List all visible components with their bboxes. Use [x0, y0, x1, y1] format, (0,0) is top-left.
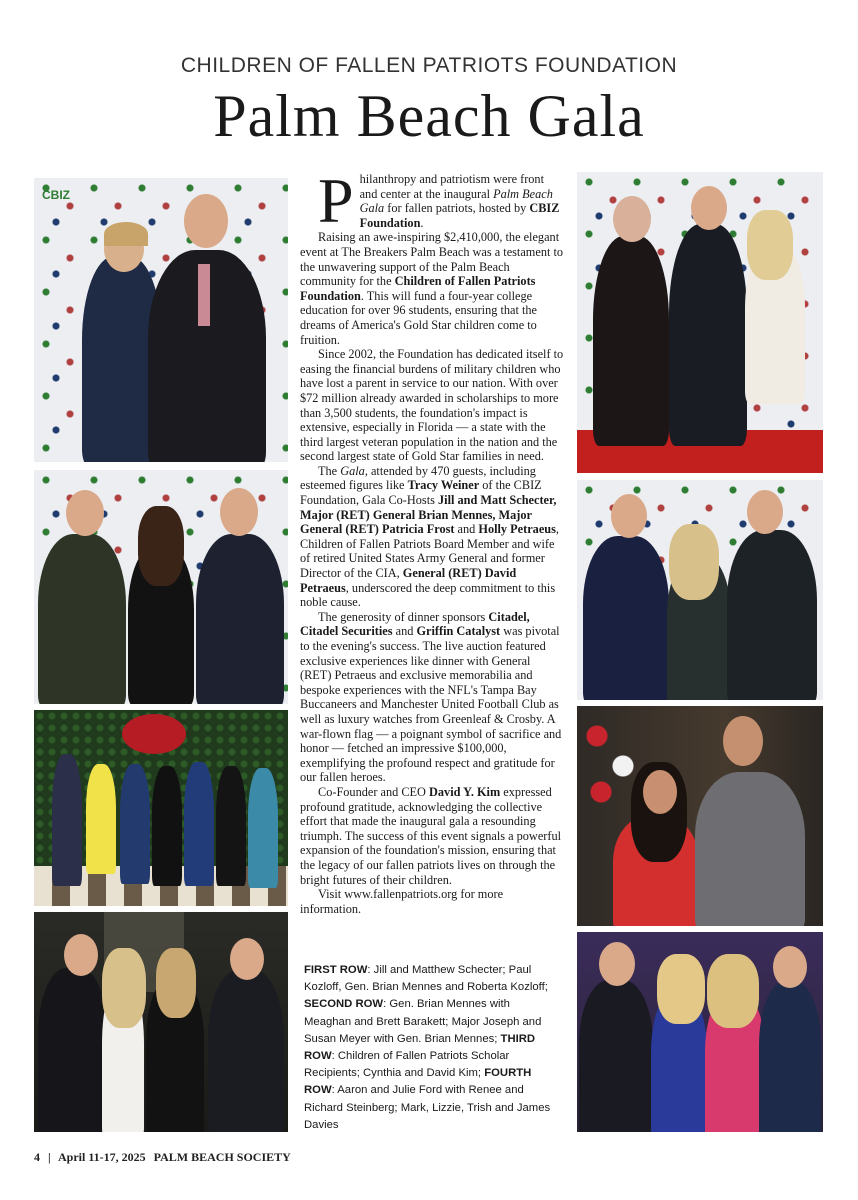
photo-mennes-barakett [34, 470, 288, 704]
photo-meyer-mennes [577, 480, 823, 700]
photo-schecter [34, 178, 288, 462]
page-number: 4 [34, 1150, 40, 1164]
drop-cap: P [318, 165, 354, 236]
page-footer [34, 1150, 296, 1165]
article-body [300, 165, 564, 916]
photo-captions: FIRST ROW: Jill and Matthew Schecter; Paul Kozloff, Gen. Brian Mennes and Roberta Kozloff; SECOND ROW: Gen. Brian Mennes with Meaghan and Brett Barakett; Major Joseph and Susan Meyer with Gen. Brian Mennes; THIRD ROW: Children of Fallen Patriots Scholar Recipients; Cynthia and David Kim; FOURTH ROW: Aaron and Julie Ford with Renee and Richard Steinberg; Mark, Lizzie, Trish and James Davies [304, 964, 551, 1131]
footer-separator: | [48, 1150, 51, 1164]
logo-cbiz: CBIZ [42, 188, 70, 202]
article-paragraph-4: The Gala, attended by 470 guests, including esteemed figures like Tracy Weiner of the CBIZ Foundation, Gala Co-Hosts Jill and Matt Schecter, Major (RET) General Brian Mennes, Major General (RET) Patricia Frost and Holly Petraeus, Children of Fallen Patriots Board Member and wife of retired United States Army General and former Director of the CIA, General (RET) David Petraeus, underscored the deep commitment to this noble cause. [300, 463, 559, 610]
section-kicker: CHILDREN OF FALLEN PATRIOTS FOUNDATION [180, 54, 678, 77]
issue-date: April 11-17, 2025 [58, 1150, 146, 1164]
article-paragraph-6: Co-Founder and CEO David Y. Kim expressed profound gratitude, acknowledging the collective effort that made the inaugural gala a resounding triumph. The success of this event signals a powerful expansion of the foundation's mission, ensuring that the legacy of our fallen patriots lives on through the bright futures of their children. [300, 784, 562, 887]
article-paragraph-2: Raising an awe-inspiring $2,410,000, the elegant event at The Breakers Palm Beach was a testament to the unwavering support of the Palm Beach community for the Children of Fallen Patriots Foundation. This will fund a four-year college education for over 96 students, ensuring that the dreams of America's Gold Star children come to fruition. [300, 230, 564, 347]
article-paragraph-1: Philanthropy and patriotism were front and center at the inaugural Palm Beach Gala for fallen patriots, hosted by CBIZ Foundation. [318, 165, 560, 236]
photo-ford-steinberg [34, 912, 288, 1132]
article-paragraph-7: Visit www.fallenpatriots.org for more information. [300, 887, 504, 916]
article-paragraph-5: The generosity of dinner sponsors Citadel, Citadel Securities and Griffin Catalyst was pivotal to the evening's success. The live auction featured exclusive experiences like dinner with General (RET) Petraeus and exclusive memorabilia and bespoke experiences with the NFL's Tampa Bay Buccaneers and Manchester United Football Club as well as luxury watches from Greenleaf & Crosby. A war-flown flag — a poignant symbol of sacrifice and honor — fetched an impressive $100,000, exemplifying the profound respect and gratitude for our fallen heroes. [300, 609, 562, 785]
publication-name: PALM BEACH SOCIETY [153, 1150, 291, 1164]
photo-kim [577, 706, 823, 926]
photo-davies [577, 932, 823, 1132]
photo-kozloff-mennes [577, 172, 823, 473]
page-title: Palm Beach Gala [213, 83, 645, 149]
article-paragraph-3: Since 2002, the Foundation has dedicated itself to easing the financial burdens of military children who have lost a parent in service to our nation. With over $72 million already awarded in scholarships to more than 3,500 students, the foundation's impact is extensive, especially in Florida — a state with the third largest veteran population in the nation and the second largest state of Gold Star families in need. [300, 347, 564, 464]
photo-scholar-recipients [34, 710, 288, 906]
